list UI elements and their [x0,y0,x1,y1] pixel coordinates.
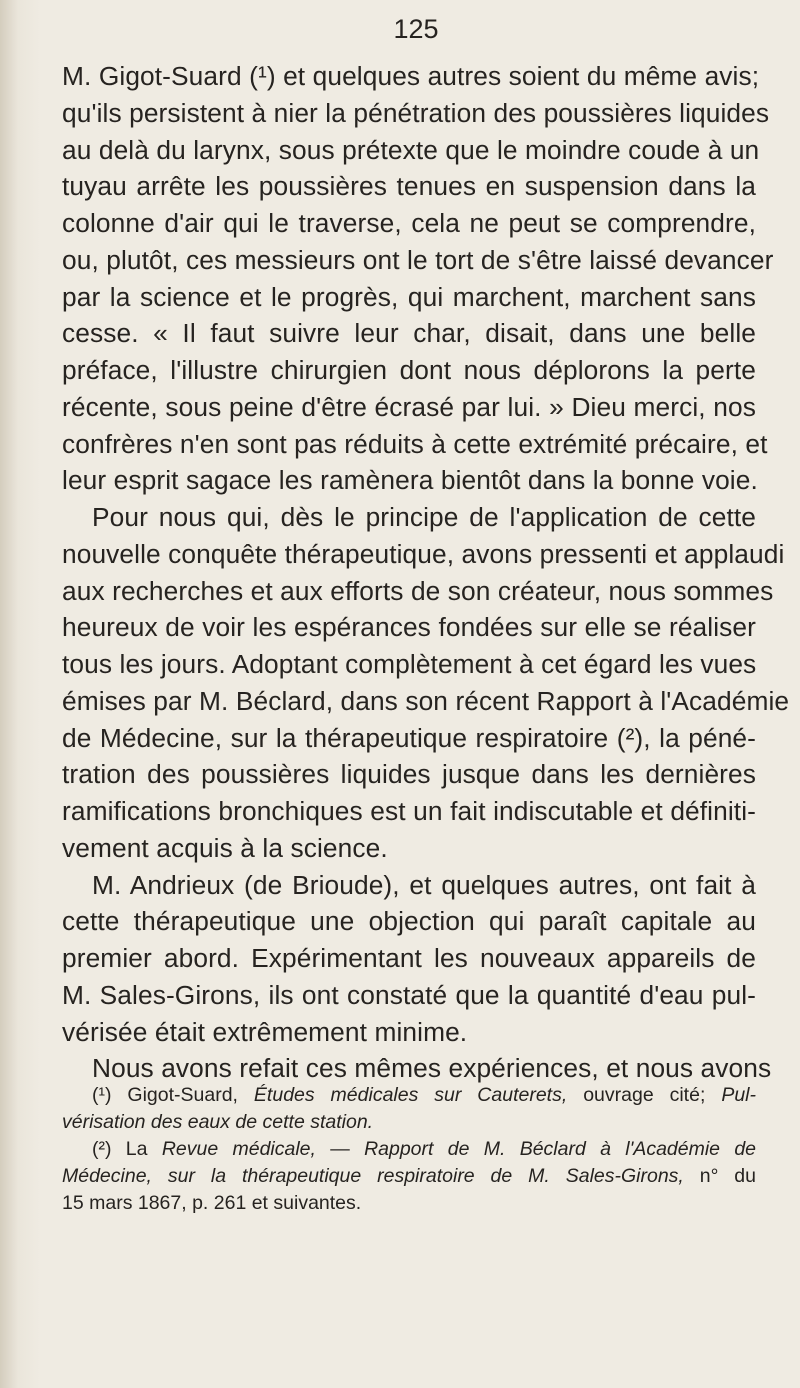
text-line: premier abord. Expérimentant les nouveaux appareils de [62,943,756,973]
footnote-journal: Revue médicale, [161,1138,316,1160]
paragraph [62,58,774,499]
footnote-title: vérisation des eaux de cette station. [62,1111,374,1133]
text-line: tous les jours. Adoptant complètement à cet égard les vues [62,649,757,679]
footnote-text: n° du [699,1165,756,1187]
text-line: M. Andrieux (de Brioude), et quelques autres, ont fait à [92,869,756,900]
text-line: ramifications bronchiques est un fait indiscutable et définiti- [62,796,756,826]
footnote-2-line [62,1136,756,1163]
text-line: cesse. « Il faut suivre leur char, disait, dans une belle [62,318,756,349]
footnote-marker: (²) [92,1138,112,1160]
text-line: heureux de voir les espérances fondées sur elle se réaliser [62,612,756,643]
text-line: vement acquis à la science. [62,832,388,863]
text-line: aux recherches et aux efforts de son créateur, nous sommes [62,575,774,606]
page-number: 125 [393,14,439,44]
footnote-title: Pul- [721,1084,756,1106]
text-line: tration des poussières liquides jusque dans les dernières [62,759,756,790]
paragraph [62,499,790,867]
text-line: émises par M. Béclard, dans son récent Rapport à l'Académie [62,685,790,716]
footnote-title: Rapport de M. Béclard à l'Académie de [364,1138,757,1160]
footnote-title: Médecine, sur la thérapeutique respiratoire de M. Sales-Girons, [62,1165,684,1187]
text-line: par la science et le progrès, qui marchent, marchent sans [62,281,756,312]
text-line: tuyau arrête les poussières tenues en suspension dans la [62,171,756,202]
footnotes [62,1082,756,1217]
footnote-text: ouvrage cité; [583,1084,706,1106]
text-line: nouvelle conquête thérapeutique, avons pressenti et applaudi [62,538,785,569]
text-line: vérisée était extrêmement minime. [62,1016,468,1047]
text-line: de Médecine, sur la thérapeutique respiratoire (²), la péné- [62,722,756,753]
paragraph [62,867,756,1051]
text-line: récente, sous peine d'être écrasé par lui. » Dieu merci, nos [62,391,756,422]
text-line: M. Sales-Girons, ils ont constaté que la quantité d'eau pul- [62,979,756,1010]
text-line: colonne d'air qui le traverse, cela ne peut se comprendre, [62,208,756,238]
footnote-author: Gigot-Suard, [127,1084,238,1106]
text-line: confrères n'en sont pas réduits à cette extrémité précaire, et [62,428,768,459]
footnote-1-line [62,1109,756,1136]
footnote-1-line [62,1082,756,1109]
text-line: ou, plutôt, ces messieurs ont le tort de s'être laissé devancer [62,244,774,275]
footnote-text: La [125,1138,148,1160]
text-line: préface, l'illustre chirurgien dont nous déplorons la perte [62,355,756,385]
footnote-2-line: 15 mars 1867, p. 261 et suivantes. [62,1192,362,1214]
text-line: qu'ils persistent à nier la pénétration des poussières liquides [62,97,770,128]
footnote-2-line [62,1163,756,1190]
text-line: M. Gigot-Suard (¹) et quelques autres soient du même avis; [62,61,760,91]
footnote-marker: (¹) [92,1084,112,1106]
text-line: leur esprit sagace les ramènera bientôt dans la bonne voie. [62,465,758,496]
text-line: Nous avons refait ces mêmes expériences, et nous avons [92,1053,772,1084]
body-text [62,58,790,1087]
footnote-title: Études médicales sur Cauterets, [253,1084,568,1106]
footnote-text: — [330,1138,350,1160]
text-line: au delà du larynx, sous prétexte que le moindre coude à un [62,134,760,165]
text-line: Pour nous qui, dès le principe de l'application de cette [92,502,756,532]
text-line: cette thérapeutique une objection qui paraît capitale au [62,906,756,937]
